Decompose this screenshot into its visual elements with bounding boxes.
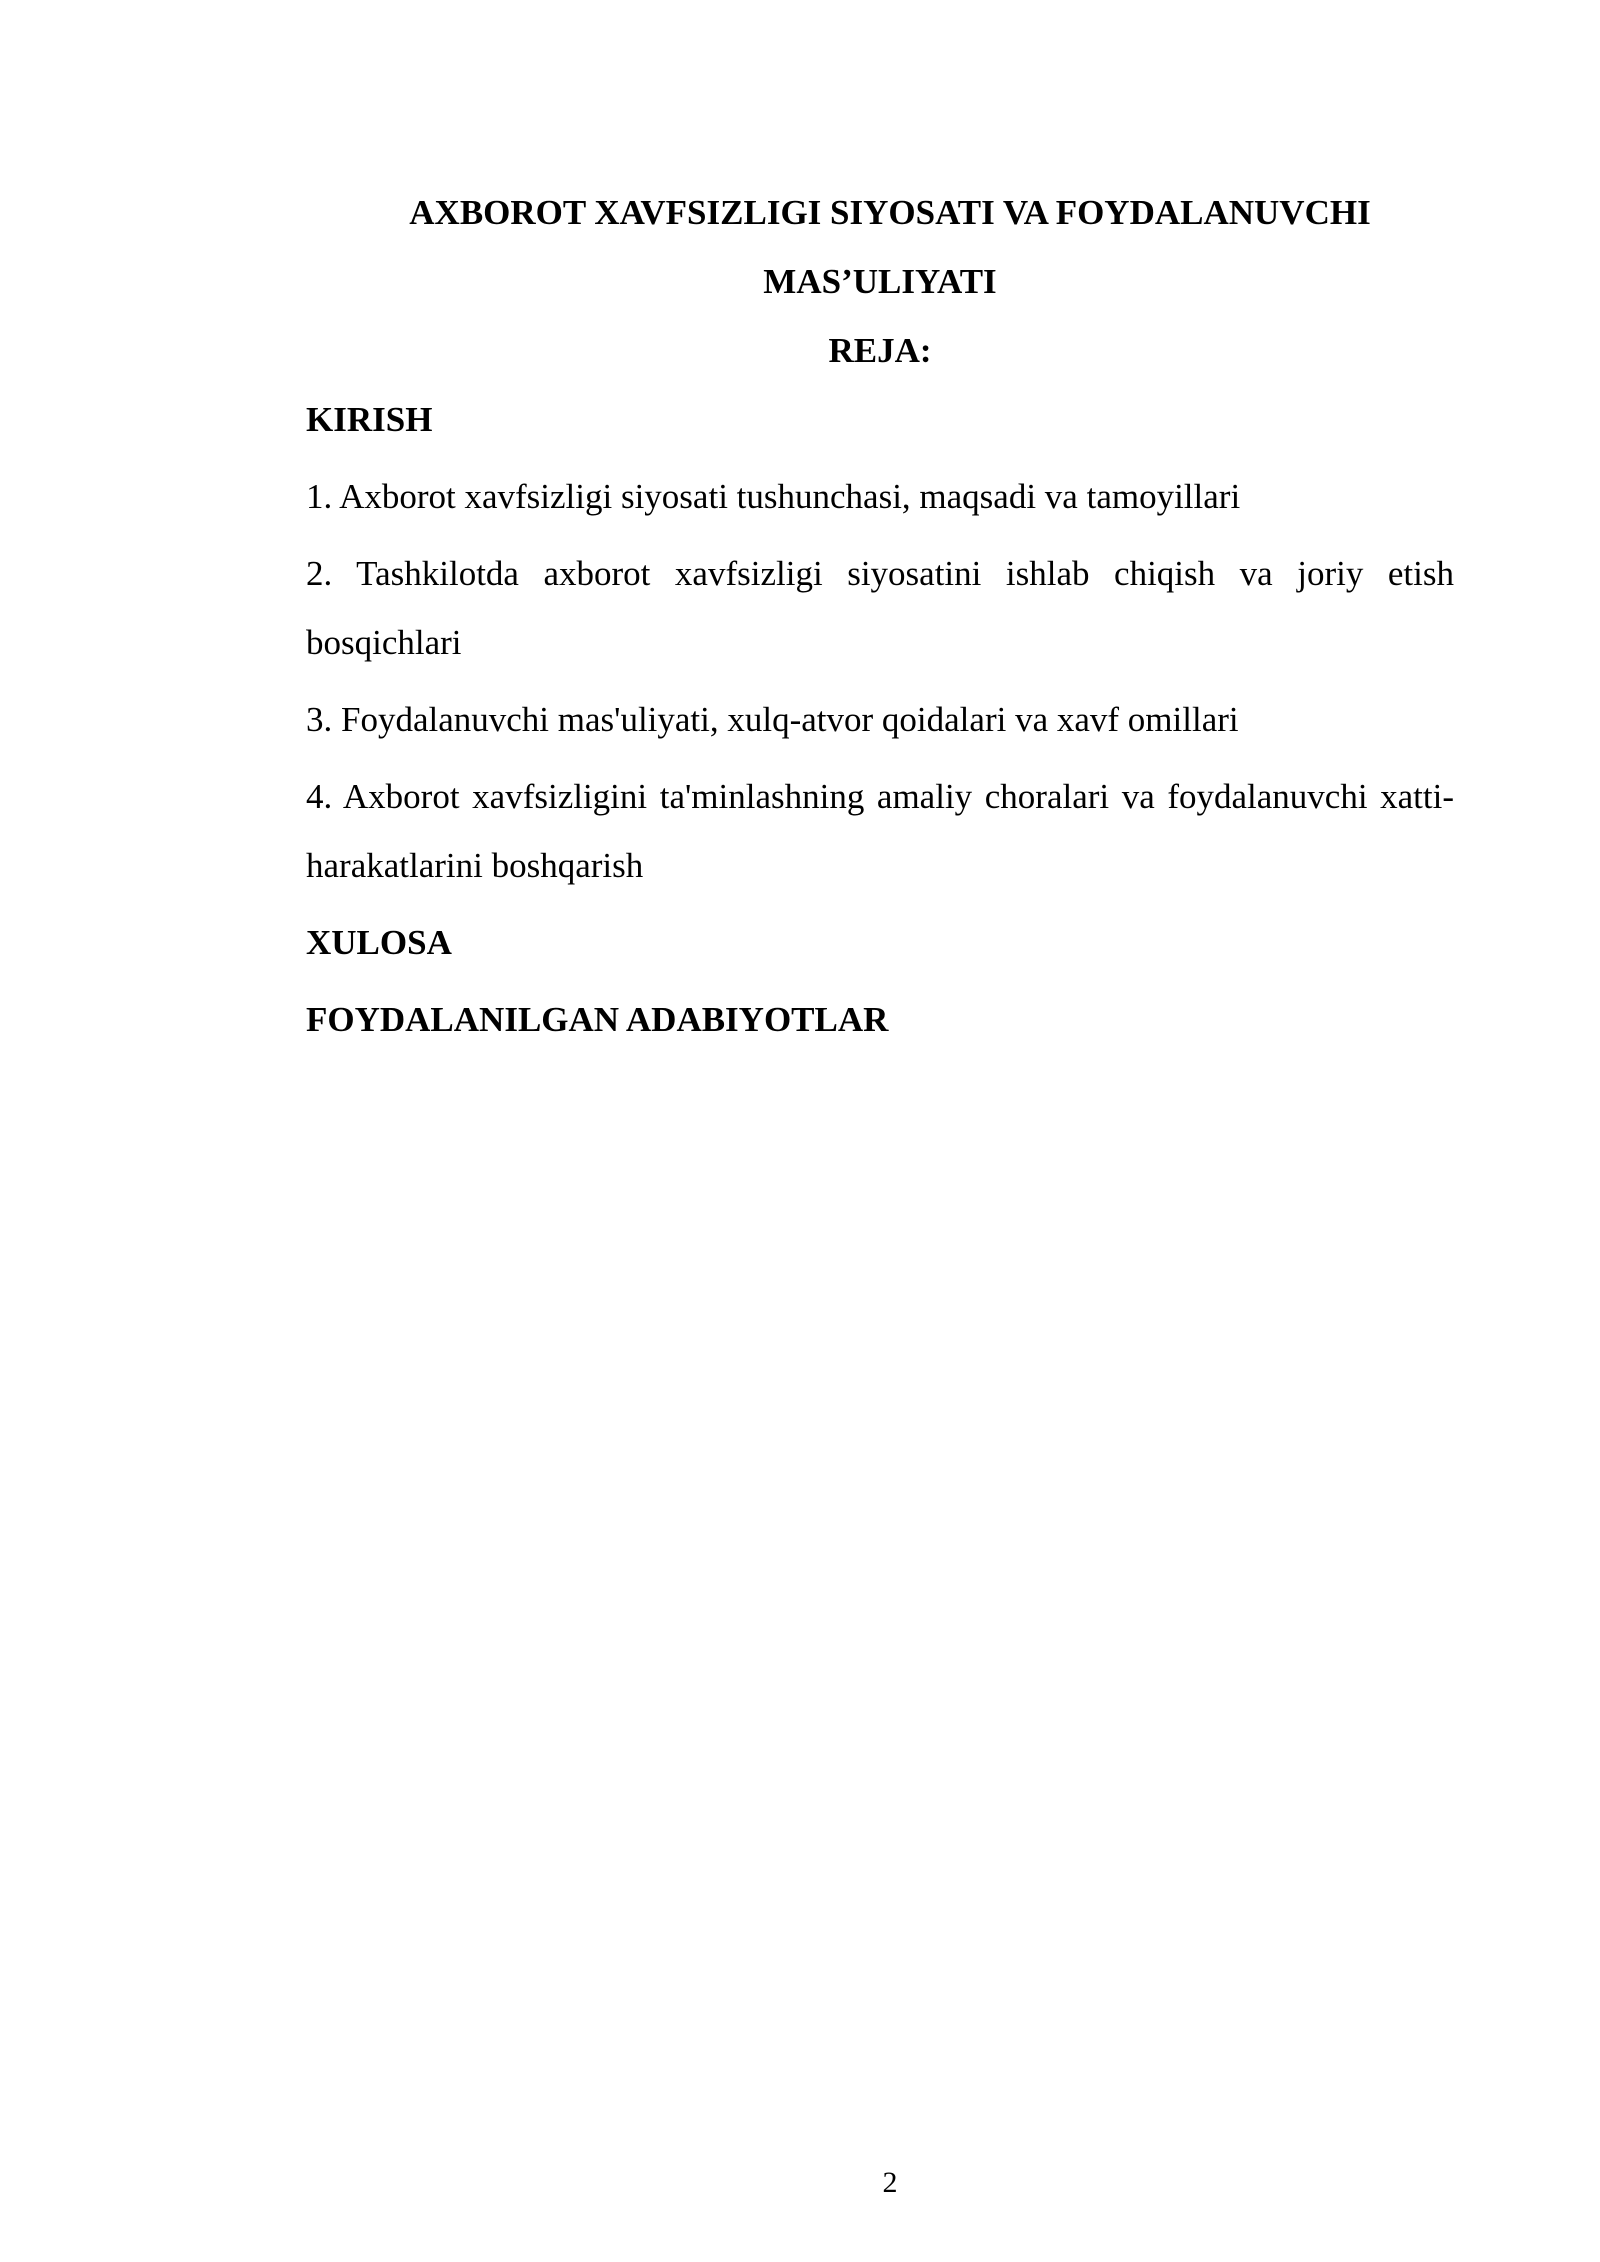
plan-item-3: 3. Foydalanuvchi mas'uliyati, xulq-atvor qoidalari va xavf omillari <box>306 700 1239 739</box>
document-title-line-1: AXBOROT XAVFSIZLIGI SIYOSATI VA FOYDALANUVCHI <box>409 193 1371 232</box>
page-number: 2 <box>882 2166 898 2199</box>
spacer <box>306 977 1454 985</box>
conclusion-heading: XULOSA <box>306 923 452 962</box>
plan-item-2: 2. Tashkilotda axborot xavfsizligi siyosatini ishlab chiqish va joriy etish bosqichlari <box>306 554 1454 662</box>
plan-item-4: 4. Axborot xavfsizligini ta'minlashning amaliy choralari va foydalanuvchi xatti-harakatlarini boshqarish <box>306 777 1454 885</box>
plan-item-1: 1. Axborot xavfsizligi siyosati tushunchasi, maqsadi va tamoyillari <box>306 477 1241 516</box>
page-content <box>306 178 1454 1054</box>
intro-heading: KIRISH <box>306 400 433 439</box>
spacer <box>306 454 1454 462</box>
plan-heading: REJA: <box>828 331 932 370</box>
document-title-line-2: MAS’ULIYATI <box>763 262 997 301</box>
references-heading: FOYDALANILGAN ADABIYOTLAR <box>306 1000 889 1039</box>
